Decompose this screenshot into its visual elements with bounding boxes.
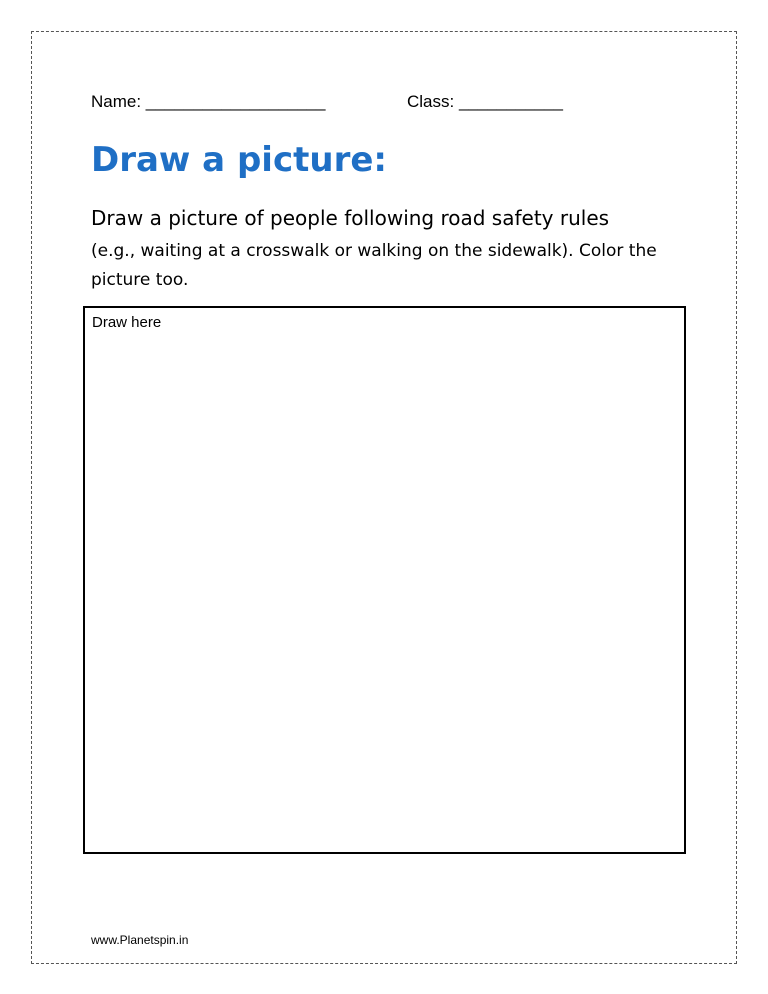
drawing-area[interactable]: [83, 306, 686, 854]
footer-website: www.Planetspin.in: [91, 933, 189, 947]
worksheet-title: Draw a picture:: [91, 140, 387, 180]
instruction-detail: (e.g., waiting at a crosswalk or walking on the sidewalk). Color the picture too.: [91, 241, 657, 290]
student-info-row: [91, 92, 651, 116]
instruction-lead: Draw a picture of people following road safety rules: [91, 206, 610, 230]
name-field[interactable]: Name: ___________________: [91, 92, 326, 111]
class-field[interactable]: Class: ___________: [407, 92, 563, 111]
drawing-area-label: Draw here: [92, 314, 162, 331]
